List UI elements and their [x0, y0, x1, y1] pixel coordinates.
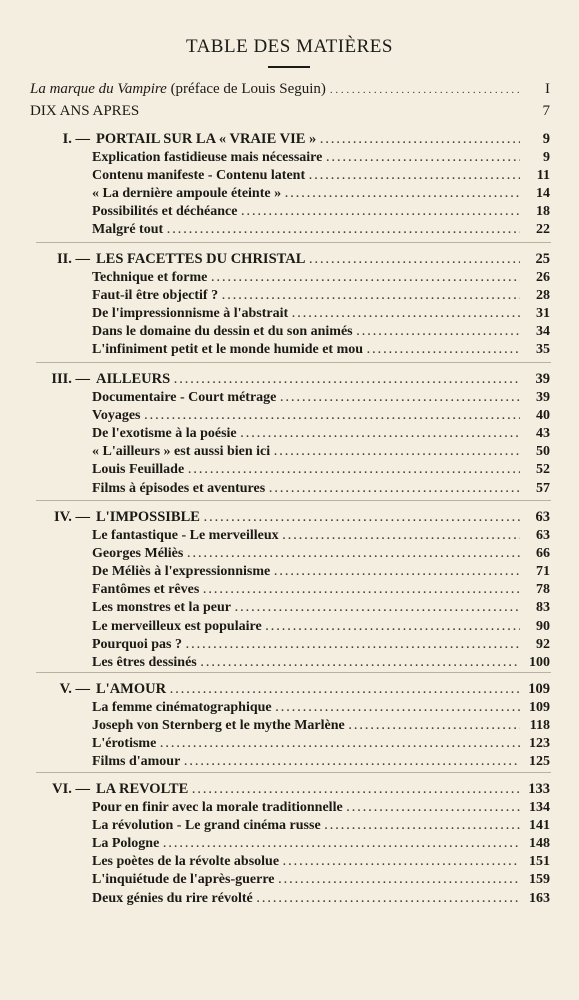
preface-title: La marque du Vampire — [30, 81, 167, 97]
chapter-heading — [20, 130, 550, 148]
chapter-numeral: I. — — [62, 131, 90, 147]
toc-entry — [92, 305, 550, 323]
section-divider — [36, 672, 551, 673]
leader-dots — [211, 269, 520, 287]
entry-label: De l'exotisme à la poésie — [92, 426, 237, 442]
leader-dots — [186, 636, 520, 654]
toc-entry — [92, 636, 550, 654]
toc-entry — [92, 389, 550, 407]
entry-page: 43 — [536, 426, 550, 442]
toc-entry — [92, 717, 550, 735]
entry-page: I — [545, 81, 550, 97]
toc-entry — [92, 287, 550, 305]
toc-entry — [92, 599, 550, 617]
leader-dots — [292, 305, 520, 323]
entry-page: 9 — [543, 150, 550, 165]
entry-page: 163 — [529, 890, 550, 906]
leader-dots — [145, 407, 521, 425]
page-title: TABLE DES MATIÈRES — [186, 36, 393, 57]
chapter-numeral: III. — — [51, 371, 90, 387]
entry-page: 151 — [529, 854, 550, 870]
chapter-title: PORTAIL SUR LA « VRAIE VIE » — [96, 131, 317, 147]
entry-label: L'inquiétude de l'après-guerre — [92, 872, 275, 888]
leader-dots — [241, 203, 520, 221]
leader-dots — [257, 890, 520, 908]
leader-dots — [274, 563, 520, 581]
chapter-page: 63 — [535, 509, 550, 525]
leader-dots — [163, 835, 520, 853]
entry-label: Voyages — [92, 408, 141, 424]
leader-dots — [203, 581, 520, 599]
toc-entry — [92, 203, 550, 221]
entry-page: 71 — [536, 564, 550, 580]
entry-label: De Méliès à l'expressionnisme — [92, 564, 271, 580]
entry-label: Le merveilleux est populaire — [92, 618, 262, 634]
chapter-label — [20, 370, 170, 388]
entry-page: 50 — [536, 444, 550, 460]
entry-page: 66 — [536, 546, 550, 562]
entry-page: 7 — [542, 103, 550, 119]
entry-label: Georges Méliès — [92, 546, 184, 562]
toc-entry — [92, 269, 550, 287]
entry-label: La Pologne — [92, 836, 160, 852]
toc-entry — [92, 149, 550, 167]
entry-label: DIX ANS APRES — [30, 103, 140, 119]
chapter-page: 25 — [535, 251, 550, 267]
toc-entry — [92, 527, 550, 545]
section-divider — [36, 500, 551, 501]
chapter-title: L'IMPOSSIBLE — [96, 509, 200, 525]
entry-page: 52 — [536, 462, 550, 478]
entry-label: Films à épisodes et aventures — [92, 480, 266, 496]
entry-label: Malgré tout — [92, 222, 164, 238]
entry-page: 118 — [529, 718, 550, 734]
leader-dots — [274, 443, 520, 461]
toc-entry — [92, 735, 550, 753]
entry-label: Explication fastidieuse mais nécessaire — [92, 150, 323, 165]
leader-dots — [184, 753, 520, 771]
entry-label: Possibilités et déchéance — [92, 204, 238, 220]
section-divider — [36, 362, 551, 363]
toc-entry — [92, 618, 550, 636]
entry-page: 34 — [536, 324, 550, 340]
entry-label: Les poètes de la révolte absolue — [92, 854, 280, 870]
leader-dots — [160, 735, 520, 753]
entry-page: 26 — [536, 270, 550, 285]
leader-dots — [174, 371, 520, 389]
entry-page: 63 — [536, 528, 550, 543]
entry-label: « L'ailleurs » est aussi bien ici — [92, 444, 271, 460]
leader-dots — [309, 251, 520, 269]
toc-entry — [92, 167, 550, 185]
entry-page: 40 — [536, 408, 550, 424]
toc-entry — [92, 835, 550, 853]
entry-page: 134 — [529, 800, 550, 815]
leader-dots — [201, 654, 520, 672]
entry-page: 141 — [529, 818, 550, 834]
chapter-label — [20, 508, 200, 526]
leader-dots — [320, 131, 520, 149]
entry-label: Joseph von Sternberg et le mythe Marlène — [92, 718, 345, 734]
toc-entry — [92, 563, 550, 581]
entry-label: La révolution - Le grand cinéma russe — [92, 818, 321, 834]
entry-page: 109 — [529, 700, 550, 715]
leader-dots — [330, 81, 520, 99]
toc-entry — [92, 443, 550, 461]
entry-label: « La dernière ampoule éteinte » — [92, 186, 282, 202]
chapter-title: L'AMOUR — [96, 681, 167, 697]
leader-dots — [188, 461, 520, 479]
toc-entry — [92, 480, 550, 498]
chapter-title: AILLEURS — [96, 371, 171, 387]
toc-entry — [92, 871, 550, 889]
chapter-page: 9 — [542, 131, 550, 147]
entry-page: 22 — [536, 222, 550, 238]
toc-entry — [92, 654, 550, 672]
leader-dots — [325, 817, 520, 835]
section-divider — [36, 242, 551, 243]
leader-dots — [266, 618, 520, 636]
leader-dots — [326, 149, 520, 167]
entry-page: 57 — [536, 480, 550, 496]
toc-entry — [92, 581, 550, 599]
entry-page: 18 — [536, 204, 550, 220]
leader-dots — [167, 221, 520, 239]
entry-label: Technique et forme — [92, 270, 208, 285]
leader-dots — [204, 509, 520, 527]
leader-dots — [283, 853, 520, 871]
chapter-label — [20, 680, 166, 698]
entry-label: Faut-il être objectif ? — [92, 288, 219, 304]
chapter-title: LES FACETTES DU CHRISTAL — [96, 251, 306, 267]
toc-entry — [92, 753, 550, 771]
toc-entry — [92, 545, 550, 563]
entry-label: Pourquoi pas ? — [92, 636, 182, 652]
entry-page: 125 — [529, 754, 550, 770]
chapter-page: 39 — [535, 371, 550, 387]
leader-dots — [192, 781, 520, 799]
entry-label: Fantômes et rêves — [92, 582, 200, 598]
chapter-numeral: V. — — [59, 681, 90, 697]
entry-page: 83 — [536, 600, 550, 616]
entry-page: 35 — [536, 342, 550, 358]
section-divider — [36, 772, 551, 773]
chapter-heading — [20, 250, 550, 268]
entry-label: L'infiniment petit et le monde humide et mou — [92, 342, 364, 358]
leader-dots — [347, 799, 520, 817]
leader-dots — [170, 681, 520, 699]
leader-dots — [269, 480, 520, 498]
entry-label: Le fantastique - Le merveilleux — [92, 528, 279, 543]
entry-label: Les êtres dessinés — [92, 654, 197, 670]
toc-entry-preface — [30, 80, 550, 98]
chapter-heading — [20, 508, 550, 526]
entry-page: 92 — [536, 636, 550, 652]
entry-page: 14 — [536, 186, 550, 202]
entry-label: Contenu manifeste - Contenu latent — [92, 168, 306, 184]
entry-label: Dans le domaine du dessin et du son animés — [92, 324, 353, 340]
entry-label: La femme cinématographique — [92, 700, 272, 715]
entry-page: 123 — [529, 736, 550, 752]
leader-dots — [283, 527, 520, 545]
entry-label: Louis Feuillade — [92, 462, 185, 478]
chapter-page: 133 — [528, 781, 550, 797]
leader-dots — [276, 699, 520, 717]
title-rule — [268, 66, 310, 68]
chapter-numeral: II. — — [56, 251, 90, 267]
leader-dots — [309, 167, 520, 185]
chapter-label — [20, 250, 305, 268]
entry-page: 39 — [536, 390, 550, 405]
chapter-heading — [20, 370, 550, 388]
toc-entry — [92, 185, 550, 203]
toc-entry — [92, 799, 550, 817]
leader-dots — [241, 425, 520, 443]
toc-entry — [92, 407, 550, 425]
leader-dots — [367, 341, 520, 359]
entry-label: De l'impressionnisme à l'abstrait — [92, 306, 289, 322]
chapter-numeral: VI. — — [52, 781, 90, 797]
entry-page: 100 — [529, 654, 550, 670]
entry-page: 28 — [536, 288, 550, 304]
entry-label: Les monstres et la peur — [92, 600, 231, 616]
chapter-label — [20, 780, 188, 798]
toc-entry — [92, 221, 550, 239]
leader-dots — [279, 871, 520, 889]
leader-dots — [222, 287, 520, 305]
chapter-numeral: IV. — — [54, 509, 90, 525]
toc-entry-intro — [30, 102, 550, 120]
preface-author: (préface de Louis Seguin) — [166, 81, 326, 97]
toc-entry — [92, 341, 550, 359]
chapter-title: LA REVOLTE — [96, 781, 189, 797]
leader-dots — [349, 717, 520, 735]
leader-dots — [235, 599, 520, 617]
toc-entry — [92, 853, 550, 871]
toc-entry — [92, 890, 550, 908]
entry-label: Films d'amour — [92, 754, 181, 770]
leader-dots — [285, 185, 520, 203]
toc-entry — [92, 817, 550, 835]
toc-entry — [92, 461, 550, 479]
entry-label: L'érotisme — [92, 736, 157, 752]
leader-dots — [280, 389, 520, 407]
entry-page: 159 — [529, 872, 550, 888]
toc-entry — [92, 699, 550, 717]
entry-page: 148 — [529, 836, 550, 852]
chapter-heading — [20, 780, 550, 798]
chapter-page: 109 — [528, 681, 550, 697]
entry-label: Deux génies du rire révolté — [92, 890, 253, 906]
leader-dots — [357, 323, 520, 341]
chapter-label — [20, 130, 316, 148]
entry-page: 31 — [536, 306, 550, 322]
entry-page: 11 — [536, 168, 550, 184]
entry-page: 78 — [536, 582, 550, 598]
toc-entry — [92, 323, 550, 341]
toc-entry — [92, 425, 550, 443]
entry-page: 90 — [536, 618, 550, 634]
entry-label: Pour en finir avec la morale traditionnelle — [92, 800, 343, 815]
entry-label — [30, 80, 326, 98]
entry-label: Documentaire - Court métrage — [92, 390, 277, 405]
leader-dots — [187, 545, 520, 563]
chapter-heading — [20, 680, 550, 698]
